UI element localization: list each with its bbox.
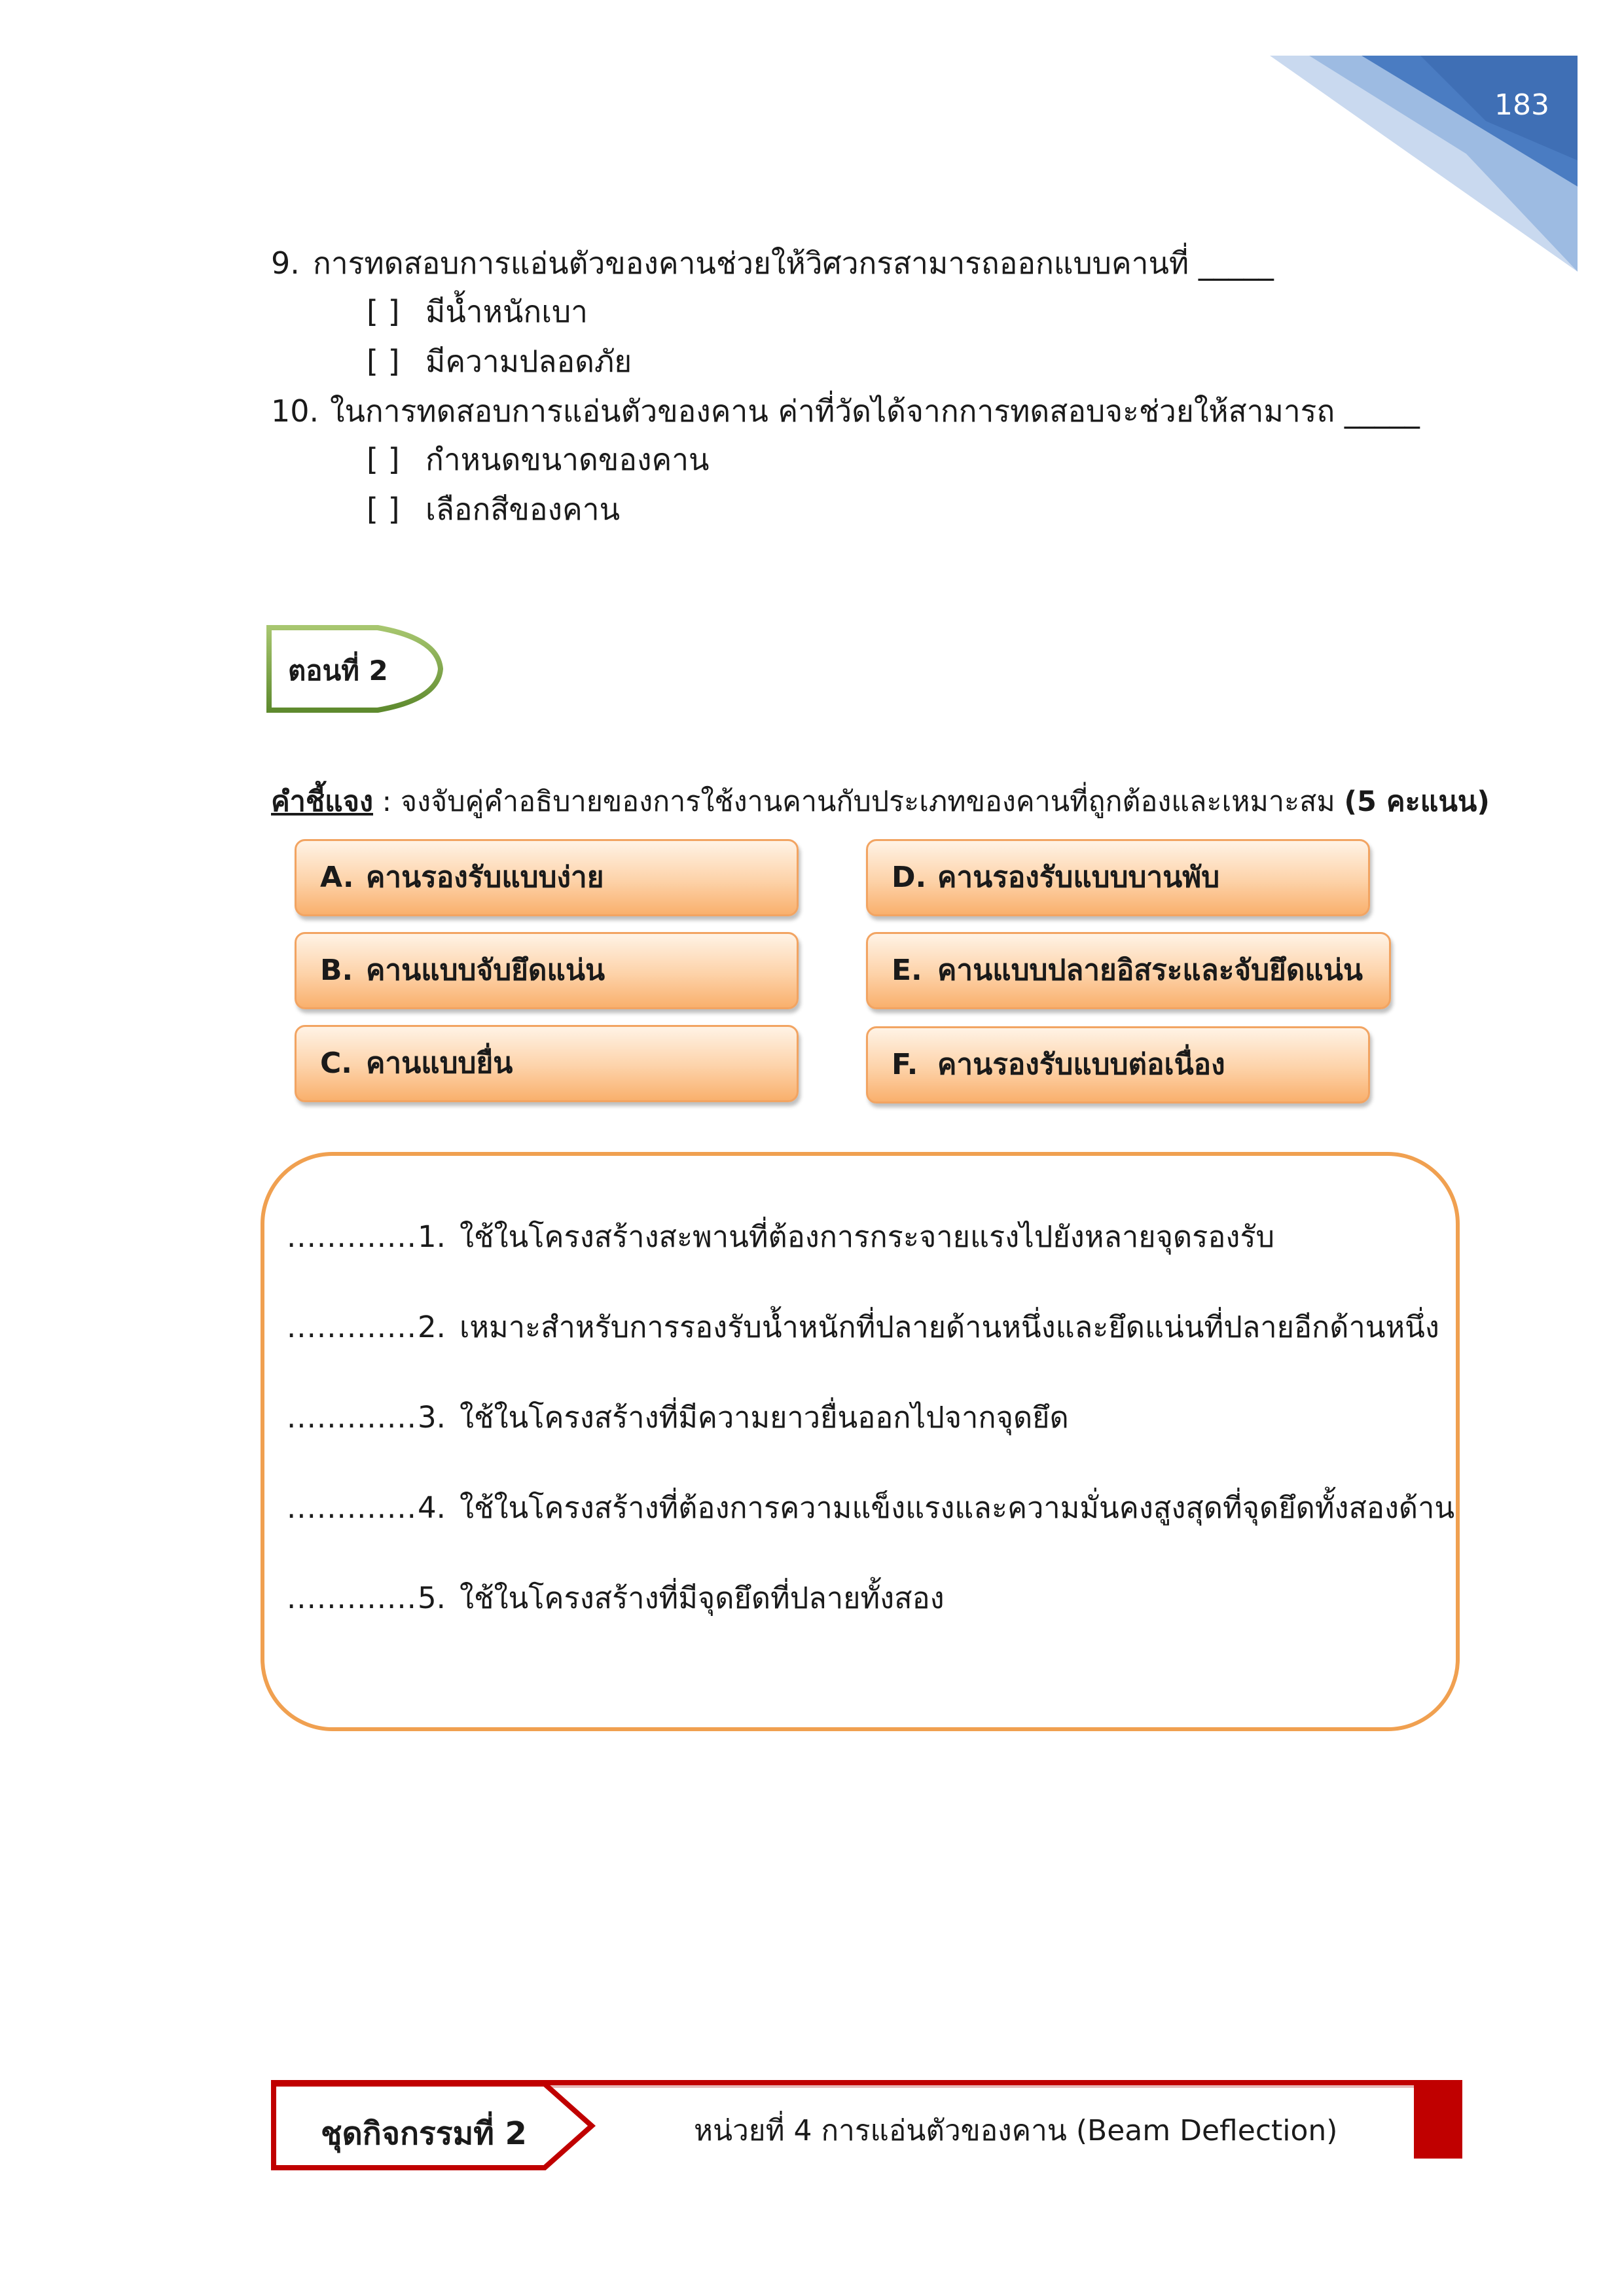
answer-bracket[interactable]: [ ] — [367, 294, 400, 329]
item-text: ใช้ในโครงสร้างที่มีจุดยึดที่ปลายทั้งสอง — [460, 1581, 945, 1615]
question-number: 10. — [271, 393, 319, 429]
option-text: เลือกสีของคาน — [425, 492, 621, 527]
matching-item-3 — [287, 1398, 1069, 1437]
choice-text: คานแบบยื่น — [366, 1047, 513, 1080]
choice-d — [866, 839, 1370, 916]
section-label: ตอนที่ 2 — [288, 655, 388, 687]
item-number: 3. — [418, 1400, 446, 1435]
footer-unit-title: หน่วยที่ 4 การแอ่นตัวของคาน (Beam Deflection) — [694, 2114, 1338, 2147]
choice-letter: D. — [892, 861, 927, 894]
question-10-option-1[interactable] — [367, 440, 710, 479]
question-text: ในการทดสอบการแอ่นตัวของคาน ค่าที่วัดได้จากการทดสอบจะช่วยให้สามารถ _____ — [330, 393, 1420, 429]
choice-letter: F. — [892, 1048, 918, 1081]
question-9-option-2[interactable] — [367, 342, 632, 381]
question-text: การทดสอบการแอ่นตัวของคานช่วยให้วิศวกรสามารถออกแบบคานที่ _____ — [313, 245, 1274, 281]
option-text: มีน้ำหนักเบา — [425, 294, 588, 329]
footer-red-block — [1414, 2080, 1462, 2159]
choice-a — [295, 839, 799, 916]
option-text: มีความปลอดภัย — [425, 344, 632, 379]
answer-bracket[interactable]: [ ] — [367, 442, 400, 477]
choice-c — [295, 1025, 799, 1102]
choice-e — [866, 932, 1391, 1009]
item-number: 4. — [418, 1490, 446, 1525]
item-text: ใช้ในโครงสร้างที่ต้องการความแข็งแรงและความมั่นคงสูงสุดที่จุดยึดทั้งสองด้าน — [460, 1490, 1455, 1525]
choice-text: คานรองรับแบบง่าย — [366, 861, 604, 894]
answer-blank[interactable]: ............. — [287, 1581, 417, 1615]
question-number: 9. — [271, 245, 300, 281]
matching-item-1 — [287, 1217, 1274, 1257]
instruction-title: คำชี้แจง — [271, 785, 374, 818]
matching-item-2 — [287, 1308, 1439, 1347]
choice-f — [866, 1026, 1370, 1103]
answer-bracket[interactable]: [ ] — [367, 344, 400, 379]
item-text: เหมาะสำหรับการรองรับน้ำหนักที่ปลายด้านหนึ่งและยึดแน่นที่ปลายอีกด้านหนึ่ง — [460, 1310, 1439, 1344]
question-9 — [271, 243, 1274, 283]
page-number: 183 — [1494, 88, 1549, 122]
item-text: ใช้ในโครงสร้างสะพานที่ต้องการกระจายแรงไปยังหลายจุดรองรับ — [460, 1219, 1275, 1254]
question-9-option-1[interactable] — [367, 292, 588, 331]
choice-letter: C. — [320, 1047, 353, 1080]
answer-bracket[interactable]: [ ] — [367, 492, 400, 527]
option-text: กำหนดขนาดของคาน — [425, 442, 710, 477]
choice-text: คานรองรับแบบต่อเนื่อง — [937, 1048, 1225, 1081]
choice-text: คานรองรับแบบบานพับ — [937, 861, 1220, 894]
item-number: 5. — [418, 1581, 446, 1615]
choice-letter: E. — [892, 954, 922, 987]
instruction — [271, 782, 1490, 821]
item-number: 2. — [418, 1310, 446, 1344]
instruction-score: (5 คะแนน) — [1344, 785, 1490, 818]
instruction-separator: : — [373, 785, 401, 818]
answer-blank[interactable]: ............. — [287, 1219, 417, 1254]
footer-activity-label: ชุดกิจกรรมที่ 2 — [321, 2115, 527, 2152]
answer-blank[interactable]: ............. — [287, 1310, 417, 1344]
instruction-text: จงจับคู่คำอธิบายของการใช้งานคานกับประเภทของคานที่ถูกต้องและเหมาะสม — [400, 785, 1344, 818]
choice-letter: A. — [320, 861, 354, 894]
choice-text: คานแบบปลายอิสระและจับยึดแน่น — [937, 954, 1363, 987]
answer-blank[interactable]: ............. — [287, 1400, 417, 1435]
answer-blank[interactable]: ............. — [287, 1490, 417, 1525]
choice-letter: B. — [320, 954, 353, 987]
choice-text: คานแบบจับยึดแน่น — [366, 954, 605, 987]
item-text: ใช้ในโครงสร้างที่มีความยาวยื่นออกไปจากจุดยึด — [460, 1400, 1069, 1435]
matching-item-4 — [287, 1488, 1454, 1528]
question-10 — [271, 391, 1420, 431]
item-number: 1. — [418, 1219, 446, 1254]
matching-item-5 — [287, 1579, 945, 1618]
question-10-option-2[interactable] — [367, 490, 620, 529]
choice-b — [295, 932, 799, 1009]
